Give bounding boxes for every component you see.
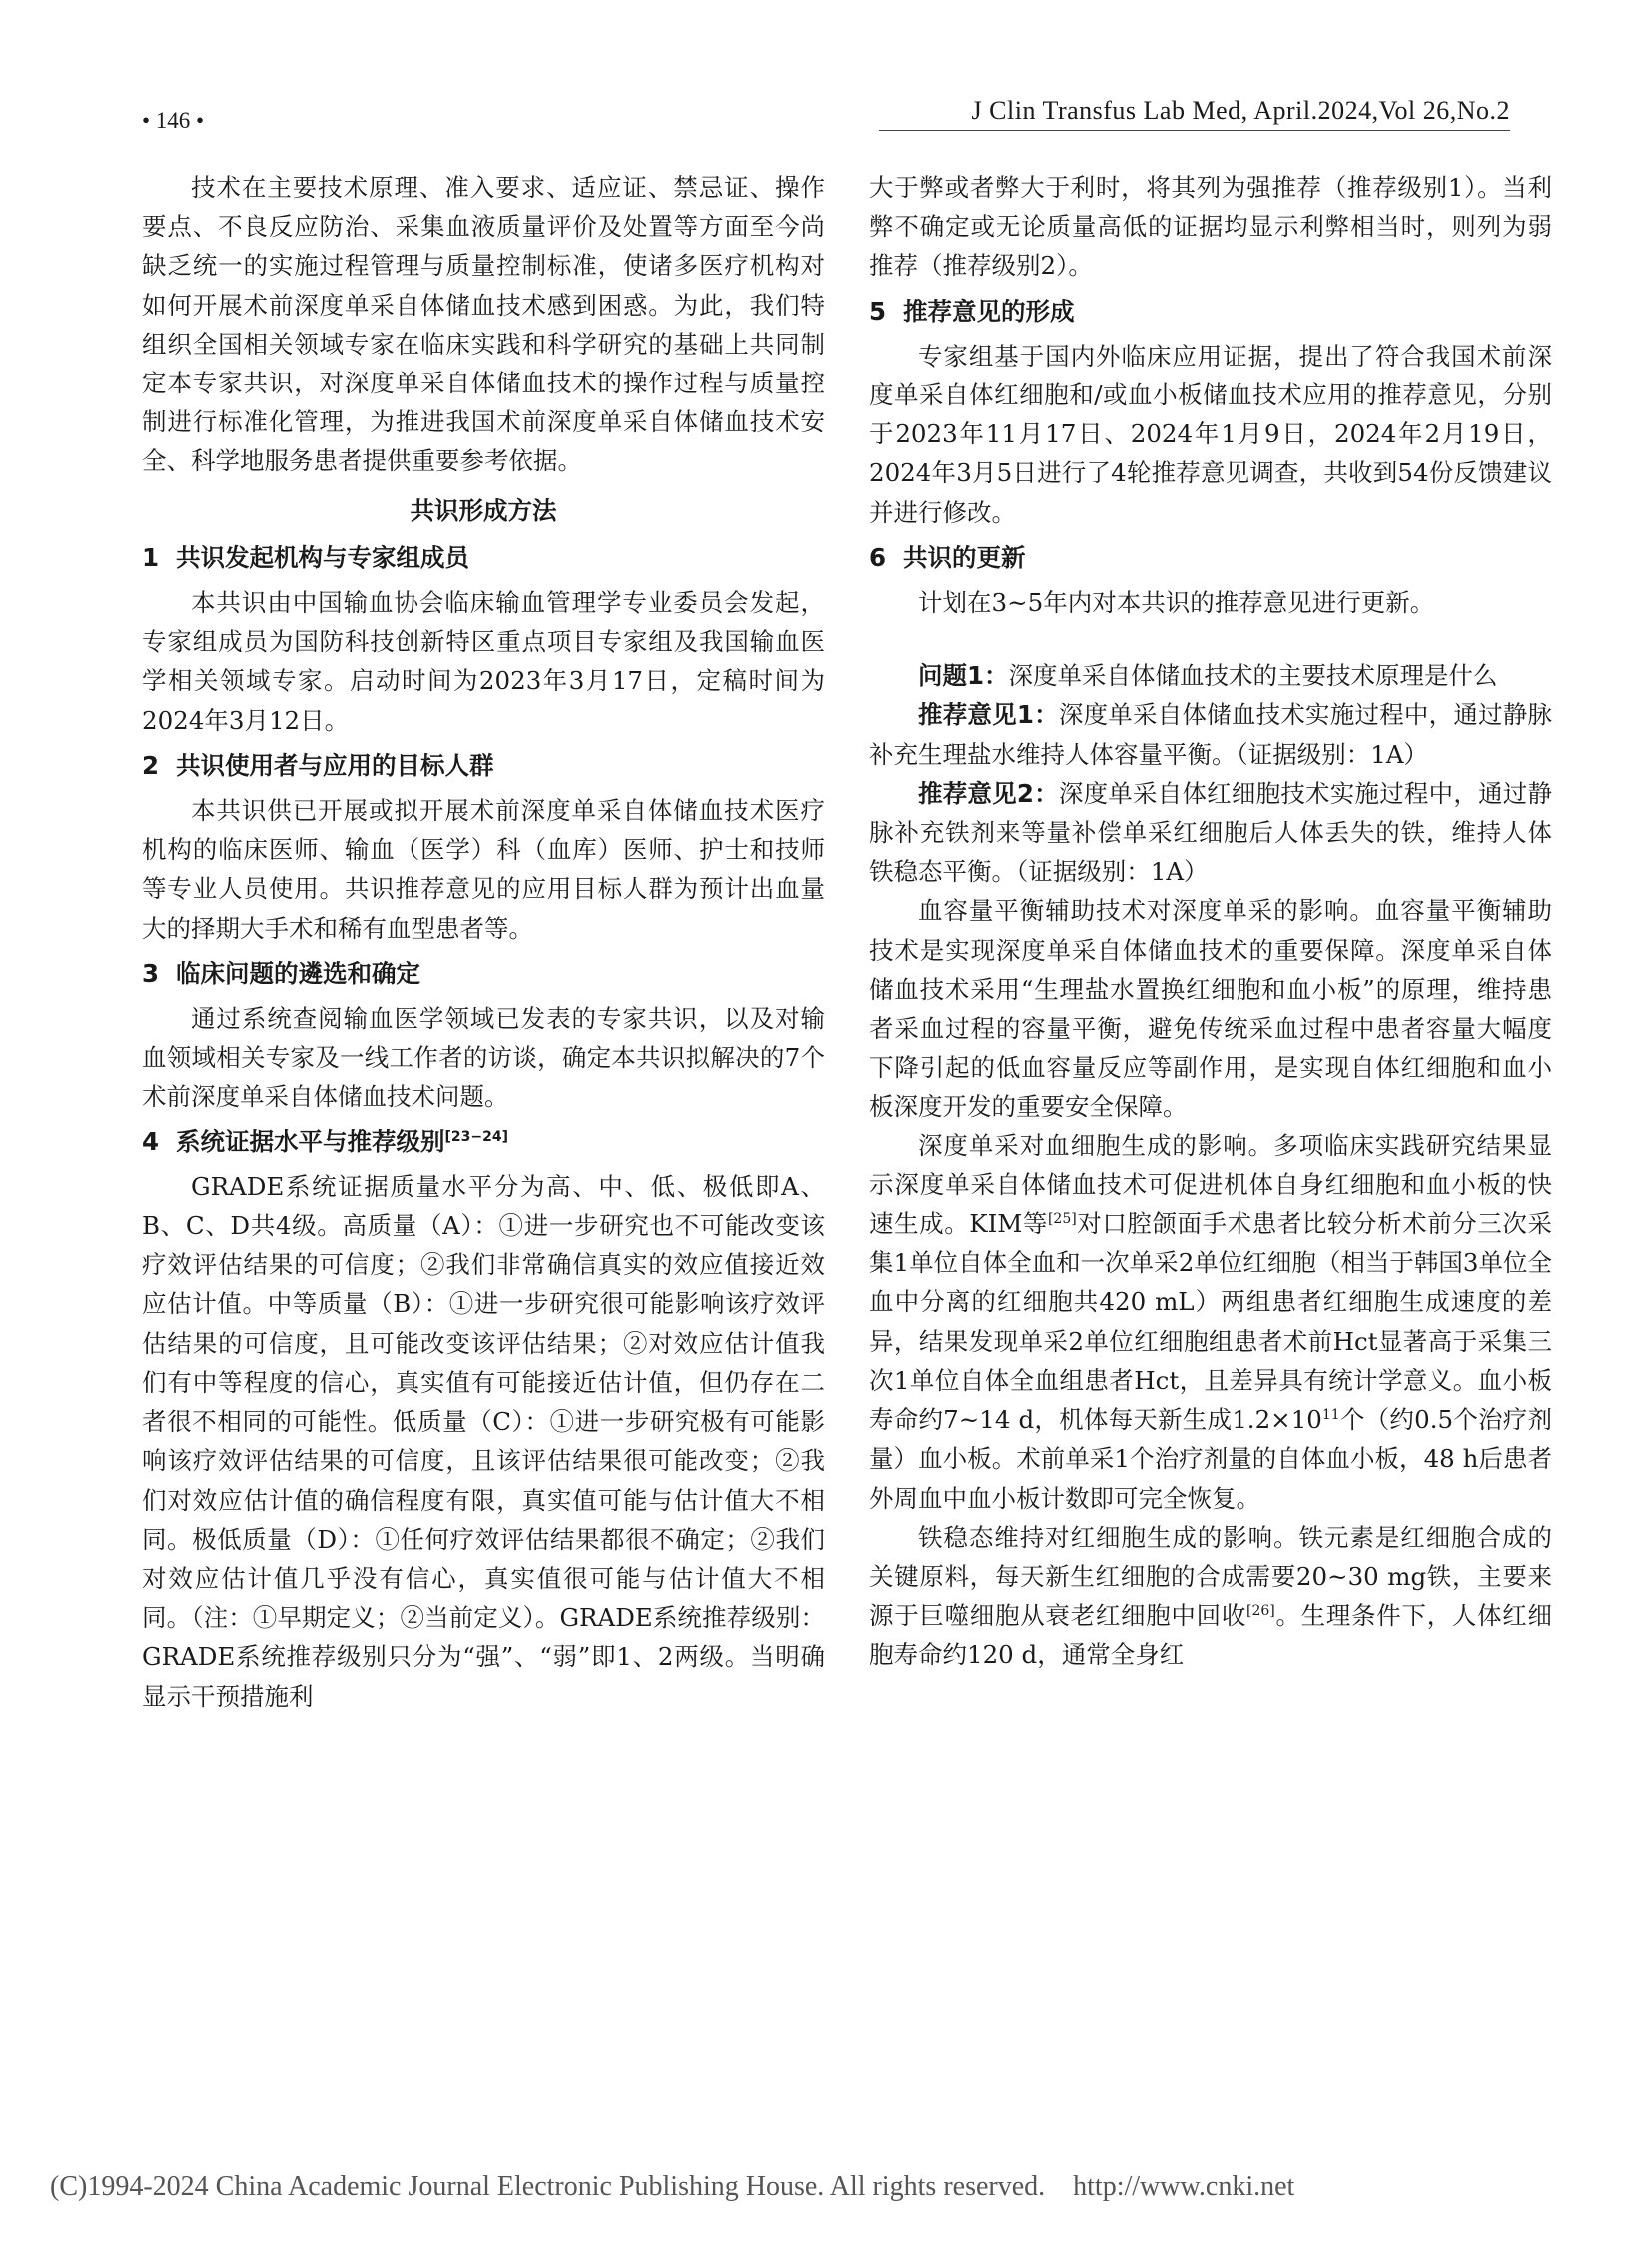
heading-2 xyxy=(142,746,825,785)
continued-paragraph: 大于弊或者弊大于利时，将其列为强推荐（推荐级别1）。当利弊不确定或无论质量高低的证据均显示利弊相当时，则列为弱推荐（推荐级别2）。 xyxy=(869,173,1552,281)
heading-number: 2 xyxy=(142,750,160,780)
paragraph-1: 本共识由中国输血协会临床输血管理学专业委员会发起，专家组成员为国防科技创新特区重点项目专家组及我国输血医学相关领域专家。启动时间为2023年3月17日，定稿时间为2024年3月12日。 xyxy=(142,588,825,735)
heading-number: 6 xyxy=(869,542,887,572)
copyright-footer xyxy=(50,2171,1294,2203)
question-text: 深度单采自体储血技术的主要技术原理是什么 xyxy=(1008,661,1498,691)
heading-text: 推荐意见的形成 xyxy=(903,296,1075,326)
text-run: 。生理条件下，人体红细胞寿命约120 d，通常全身红 xyxy=(869,1601,1553,1670)
recommendation-text: 深度单采自体储血技术实施过程中，通过静脉补充生理盐水维持人体容量平衡。（证据级别：1A） xyxy=(869,700,1553,769)
heading-text: 共识使用者与应用的目标人群 xyxy=(176,750,494,780)
spacer xyxy=(869,622,1552,656)
citation-ref[interactable]: [26] xyxy=(1246,1602,1275,1619)
heading-number: 4 xyxy=(142,1126,160,1156)
text-run: 个（约0.5个治疗剂量）血小板。术前单采1个治疗剂量的自体血小板，48 h后患者外周血中血小板计数即可完全恢复。 xyxy=(869,1405,1552,1513)
paragraph-2: 本共识供已开展或拟开展术前深度单采自体储血技术医疗机构的临床医师、输血（医学）科（血库）医师、护士和技师等专业人员使用。共识推荐意见的应用目标人群为预计出血量大的择期大手术和稀有血型患者等。 xyxy=(142,796,825,943)
iron-paragraph xyxy=(869,1518,1552,1675)
header-rule xyxy=(879,130,1510,131)
recommendation-1 xyxy=(869,695,1552,773)
heading-5 xyxy=(869,292,1552,331)
journal-citation: J Clin Transfus Lab Med, April.2024,Vol 26,No.2 xyxy=(971,96,1510,125)
exponent: 11 xyxy=(1321,1406,1340,1423)
recommendation-2 xyxy=(869,774,1552,892)
heading-number: 5 xyxy=(869,296,887,326)
recommendation-text: 深度单采自体红细胞技术实施过程中，通过静脉补充铁剂来等量补偿单采红细胞后人体丢失的铁，维持人体铁稳态平衡。（证据级别：1A） xyxy=(869,778,1553,887)
text-run: 铁稳态维持对红细胞生成的影响。铁元素是红细胞合成的关键原料，每天新生红细胞的合成需要20~30 mg铁，主要来源于巨噬细胞从衰老红细胞中回收 xyxy=(869,1522,1552,1631)
heading-text: 系统证据水平与推荐级别 xyxy=(176,1126,445,1156)
blood-volume-paragraph: 血容量平衡辅助技术对深度单采的影响。血容量平衡辅助技术是实现深度单采自体储血技术的重要保障。深度单采自体储血技术采用“生理盐水置换红细胞和血小板”的原理，维持患者采血过程的容量平衡，避免传统采血过程中患者容量大幅度下降引起的低血容量反应等副作用，是实现自体红细胞和血小板深度开发的重要安全保障。 xyxy=(869,896,1552,1121)
heading-number: 1 xyxy=(142,542,160,572)
paragraph-4: GRADE系统证据质量水平分为高、中、低、极低即A、B、C、D共4级。高质量（A）：①进一步研究也不可能改变该疗效评估结果的可信度；②我们非常确信真实的效应值接近效应估计值。中等质量（B）：①进一步研究很可能影响该疗效评估结果的可信度，且可能改变该评估结果；②对效应估计值我们有中等程度的信心，真实值有可能接近估计值，但仍存在二者很不相同的可能性。低质量（C）：①进一步研究极有可能影响该疗效评估结果的可信度，且该评估结果很可能改变；②我们对效应估计值的确信程度有限，真实值可能与估计值大不相同。极低质量（D）：①任何疗效评估结果都很不确定；②我们对效应估计值几乎没有信心，真实值很可能与估计值大不相同。（注：①早期定义；②当前定义）。GRADE系统推荐级别：GRADE系统推荐级别只分为“强”、“弱”即1、2两级。当明确显示干预措施利 xyxy=(142,1171,825,1711)
citation-ref[interactable]: [25] xyxy=(1047,1210,1077,1227)
paragraph-3: 通过系统查阅输血医学领域已发表的专家共识，以及对输血领域相关专家及一线工作者的访谈，确定本共识拟解决的7个术前深度单采自体储血技术问题。 xyxy=(142,1004,825,1112)
text-run: 深度单采对血细胞生成的影响。多项临床实践研究结果显示深度单采自体储血技术可促进机体自身红细胞和血小板的快速生成。KIM等 xyxy=(869,1130,1552,1239)
heading-text: 临床问题的遴选和确定 xyxy=(176,958,420,988)
paragraph-6: 计划在3~5年内对本共识的推荐意见进行更新。 xyxy=(918,588,1435,618)
deep-apheresis-paragraph xyxy=(869,1126,1552,1518)
recommendation-label: 推荐意见2： xyxy=(918,778,1059,808)
footer-link[interactable]: http://www.cnki.net xyxy=(1073,2171,1295,2202)
copyright-text: (C)1994-2024 China Academic Journal Electronic Publishing House. All rights reserved. xyxy=(50,2171,1046,2202)
paragraph-5: 专家组基于国内外临床应用证据，提出了符合我国术前深度单采自体红细胞和/或血小板储血技术应用的推荐意见，分别于2023年11月17日、2024年1月9日，2024年2月19日，2024年3月5日进行了4轮推荐意见调查，共收到54份反馈建议并进行修改。 xyxy=(869,341,1552,527)
intro-paragraph: 技术在主要技术原理、准入要求、适应证、禁忌证、操作要点、不良反应防治、采集血液质量评价及处置等方面至今尚缺乏统一的实施过程管理与质量控制标准，使诸多医疗机构对如何开展术前深度单采自体储血技术感到困惑。为此，我们特组织全国相关领域专家在临床实践和科学研究的基础上共同制定本专家共识，对深度单采自体储血技术的操作过程与质量控制进行标准化管理，为推进我国术前深度单采自体储血技术安全、科学地服务患者提供重要参考依据。 xyxy=(142,173,825,476)
heading-1 xyxy=(142,538,825,577)
heading-4 xyxy=(142,1122,825,1161)
left-column xyxy=(142,168,825,1716)
right-column xyxy=(869,168,1552,1675)
question-label: 问题1： xyxy=(918,661,1009,691)
heading-3 xyxy=(142,954,825,993)
section-title: 共识形成方法 xyxy=(410,495,557,525)
heading-text: 共识的更新 xyxy=(903,542,1026,572)
recommendation-label: 推荐意见1： xyxy=(918,700,1059,730)
heading-6 xyxy=(869,538,1552,577)
citation-ref[interactable]: [23−24] xyxy=(444,1128,508,1145)
page-number: • 146 • xyxy=(142,108,205,133)
heading-number: 3 xyxy=(142,958,160,988)
heading-text: 共识发起机构与专家组成员 xyxy=(176,542,469,572)
question-1 xyxy=(869,656,1552,695)
text-run: 对口腔颌面手术患者比较分析术前分三次采集1单位自体全血和一次单采2单位红细胞（相当于韩国3单位全血中分离的红细胞共420 mL）两组患者红细胞生成速度的差异，结果发现单采2单位红细胞组患者术前Hct显著高于采集三次1单位自体全血组患者Hct，且差异具有统计学意义。血小板寿命约7~14 d，机体每天新生成1.2×10 xyxy=(869,1209,1552,1435)
